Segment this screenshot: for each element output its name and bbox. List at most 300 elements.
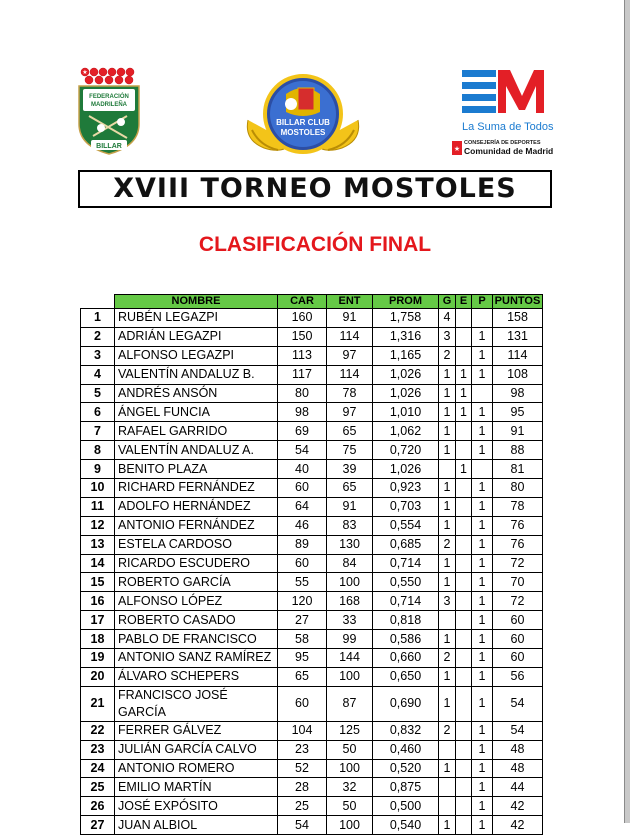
cell-position: 11 [81, 497, 115, 516]
header-prom: PROM [373, 295, 439, 309]
cell-car: 160 [278, 309, 327, 328]
fed-text-2: MADRILEÑA [91, 102, 127, 108]
tournament-title-banner [78, 170, 552, 208]
cell-puntos: 60 [493, 611, 543, 630]
cell-puntos: 76 [493, 516, 543, 535]
cell-p: 1 [472, 686, 493, 721]
cell-position: 10 [81, 479, 115, 498]
cell-p: 1 [472, 740, 493, 759]
cell-p: 1 [472, 422, 493, 441]
cell-ent: 100 [327, 816, 373, 835]
cell-p [472, 309, 493, 328]
table-row [81, 422, 543, 441]
cell-prom: 0,685 [373, 535, 439, 554]
cell-e: 1 [456, 365, 472, 384]
table-row [81, 460, 543, 479]
cell-ent: 144 [327, 649, 373, 668]
cell-prom: 0,818 [373, 611, 439, 630]
cell-ent: 97 [327, 346, 373, 365]
table-row [81, 365, 543, 384]
cell-car: 55 [278, 573, 327, 592]
table-row [81, 535, 543, 554]
standings-body [81, 309, 543, 835]
cell-g: 4 [439, 309, 456, 328]
cell-position: 20 [81, 667, 115, 686]
cell-ent: 114 [327, 365, 373, 384]
cell-ent: 91 [327, 309, 373, 328]
cell-e [456, 611, 472, 630]
cell-p: 1 [472, 327, 493, 346]
cell-ent: 99 [327, 630, 373, 649]
table-row [81, 384, 543, 403]
page-shadow [625, 0, 630, 823]
table-row [81, 309, 543, 328]
cell-puntos: 60 [493, 630, 543, 649]
cell-position: 8 [81, 441, 115, 460]
header-p: P [472, 295, 493, 309]
cell-player-name: FRANCISCO JOSÉ GARCÍA [115, 686, 278, 721]
cell-position: 19 [81, 649, 115, 668]
cell-ent: 75 [327, 441, 373, 460]
cell-p: 1 [472, 611, 493, 630]
cell-prom: 1,165 [373, 346, 439, 365]
cell-puntos: 44 [493, 778, 543, 797]
cell-p: 1 [472, 630, 493, 649]
cell-g: 1 [439, 441, 456, 460]
cell-prom: 0,554 [373, 516, 439, 535]
cell-ent: 39 [327, 460, 373, 479]
cell-e [456, 573, 472, 592]
cell-e [456, 649, 472, 668]
cell-p: 1 [472, 346, 493, 365]
cell-e [456, 516, 472, 535]
cell-e: 1 [456, 460, 472, 479]
table-row [81, 686, 543, 721]
table-row [81, 667, 543, 686]
cell-p: 1 [472, 573, 493, 592]
cell-car: 98 [278, 403, 327, 422]
cell-player-name: RUBÉN LEGAZPI [115, 309, 278, 328]
fed-text-1: FEDERACIÓN [89, 94, 129, 100]
cell-ent: 65 [327, 479, 373, 498]
cell-e [456, 327, 472, 346]
cell-ent: 32 [327, 778, 373, 797]
cell-g: 1 [439, 630, 456, 649]
cell-e [456, 686, 472, 721]
cell-p: 1 [472, 365, 493, 384]
cell-car: 25 [278, 797, 327, 816]
cell-ent: 168 [327, 592, 373, 611]
cell-car: 65 [278, 667, 327, 686]
cell-position: 3 [81, 346, 115, 365]
cell-player-name: JULIÁN GARCÍA CALVO [115, 740, 278, 759]
cell-puntos: 42 [493, 816, 543, 835]
cell-prom: 0,714 [373, 554, 439, 573]
cell-ent: 87 [327, 686, 373, 721]
cell-g: 2 [439, 535, 456, 554]
cell-p [472, 384, 493, 403]
cell-car: 150 [278, 327, 327, 346]
madrid-slogan: La Suma de Todos [462, 121, 554, 133]
table-row [81, 441, 543, 460]
cell-prom: 0,650 [373, 667, 439, 686]
madrid-flag-icon [452, 141, 462, 155]
cell-p: 1 [472, 816, 493, 835]
cell-position: 4 [81, 365, 115, 384]
federacion-madrilena-billar-logo [77, 66, 141, 156]
cell-p: 1 [472, 535, 493, 554]
cell-player-name: VALENTÍN ANDALUZ A. [115, 441, 278, 460]
cell-g [439, 611, 456, 630]
header-car: CAR [278, 295, 327, 309]
cell-prom: 0,714 [373, 592, 439, 611]
cell-g: 2 [439, 721, 456, 740]
cell-car: 64 [278, 497, 327, 516]
cell-e [456, 816, 472, 835]
cell-car: 58 [278, 630, 327, 649]
cell-p [472, 460, 493, 479]
table-row [81, 778, 543, 797]
cell-puntos: 91 [493, 422, 543, 441]
stars-row [81, 68, 134, 84]
cell-car: 117 [278, 365, 327, 384]
cell-player-name: ROBERTO CASADO [115, 611, 278, 630]
cell-e: 1 [456, 384, 472, 403]
cell-e [456, 497, 472, 516]
cell-p: 1 [472, 497, 493, 516]
cell-player-name: JOSÉ EXPÓSITO [115, 797, 278, 816]
cell-e [456, 309, 472, 328]
cell-g: 1 [439, 816, 456, 835]
cell-player-name: ADOLFO HERNÁNDEZ [115, 497, 278, 516]
madrid-department: CONSEJERÍA DE DEPORTES [464, 140, 541, 146]
cell-player-name: RAFAEL GARRIDO [115, 422, 278, 441]
cell-prom: 0,660 [373, 649, 439, 668]
table-row [81, 759, 543, 778]
cell-puntos: 88 [493, 441, 543, 460]
cell-ent: 33 [327, 611, 373, 630]
table-row [81, 327, 543, 346]
cell-prom: 0,875 [373, 778, 439, 797]
cell-g [439, 460, 456, 479]
madrid-em-icon [452, 68, 556, 116]
cell-g: 1 [439, 759, 456, 778]
cell-position: 1 [81, 309, 115, 328]
cell-car: 113 [278, 346, 327, 365]
cell-player-name: ÁLVARO SCHEPERS [115, 667, 278, 686]
table-row [81, 721, 543, 740]
cell-position: 22 [81, 721, 115, 740]
cell-prom: 1,026 [373, 365, 439, 384]
cell-e [456, 422, 472, 441]
table-row [81, 573, 543, 592]
cell-ent: 97 [327, 403, 373, 422]
cell-puntos: 42 [493, 797, 543, 816]
cell-e [456, 592, 472, 611]
cell-player-name: JUAN ALBIOL [115, 816, 278, 835]
svg-text:★: ★ [82, 70, 88, 76]
svg-text:★: ★ [453, 146, 461, 153]
cell-position: 17 [81, 611, 115, 630]
cell-prom: 0,832 [373, 721, 439, 740]
table-row [81, 740, 543, 759]
cell-g: 1 [439, 667, 456, 686]
cell-p: 1 [472, 721, 493, 740]
cell-prom: 0,550 [373, 573, 439, 592]
cell-player-name: ALFONSO LEGAZPI [115, 346, 278, 365]
cell-e [456, 740, 472, 759]
cell-player-name: ANTONIO SANZ RAMÍREZ [115, 649, 278, 668]
cell-g: 2 [439, 346, 456, 365]
cell-e [456, 479, 472, 498]
cell-p: 1 [472, 778, 493, 797]
cell-e [456, 630, 472, 649]
cell-puntos: 60 [493, 649, 543, 668]
billar-club-mostoles-logo [242, 70, 364, 162]
cell-position: 12 [81, 516, 115, 535]
cell-ent: 91 [327, 497, 373, 516]
cell-p: 1 [472, 649, 493, 668]
cell-position: 14 [81, 554, 115, 573]
cell-ent: 125 [327, 721, 373, 740]
cell-prom: 1,062 [373, 422, 439, 441]
cell-car: 54 [278, 816, 327, 835]
cell-e [456, 721, 472, 740]
final-classification-title: CLASIFICACIÓN FINAL [198, 233, 432, 256]
club-text-2: MOSTOLES [280, 128, 326, 137]
cell-g: 1 [439, 422, 456, 441]
cell-car: 54 [278, 441, 327, 460]
cell-player-name: ANTONIO FERNÁNDEZ [115, 516, 278, 535]
comunidad-de-madrid-logo [452, 68, 556, 160]
cell-g [439, 797, 456, 816]
madrid-community-name: Comunidad de Madrid [464, 146, 554, 156]
cell-prom: 1,026 [373, 384, 439, 403]
cell-prom: 0,500 [373, 797, 439, 816]
table-header-row [81, 295, 543, 309]
cell-prom: 0,460 [373, 740, 439, 759]
cell-g: 1 [439, 384, 456, 403]
cell-g: 1 [439, 573, 456, 592]
cell-p: 1 [472, 667, 493, 686]
cell-player-name: ANTONIO ROMERO [115, 759, 278, 778]
cell-g: 2 [439, 649, 456, 668]
cell-puntos: 108 [493, 365, 543, 384]
cell-g [439, 778, 456, 797]
cell-ent: 130 [327, 535, 373, 554]
cell-p: 1 [472, 592, 493, 611]
cell-ent: 100 [327, 573, 373, 592]
cell-puntos: 81 [493, 460, 543, 479]
cell-player-name: RICARDO ESCUDERO [115, 554, 278, 573]
cell-e [456, 535, 472, 554]
cell-puntos: 98 [493, 384, 543, 403]
cell-ent: 114 [327, 327, 373, 346]
cell-prom: 0,690 [373, 686, 439, 721]
header-ent: ENT [327, 295, 373, 309]
cell-g: 1 [439, 365, 456, 384]
cell-prom: 0,923 [373, 479, 439, 498]
table-row [81, 554, 543, 573]
cell-position: 5 [81, 384, 115, 403]
cell-puntos: 158 [493, 309, 543, 328]
cell-player-name: EMILIO MARTÍN [115, 778, 278, 797]
cell-player-name: ADRIÁN LEGAZPI [115, 327, 278, 346]
table-row [81, 816, 543, 835]
cell-p: 1 [472, 403, 493, 422]
header-puntos: PUNTOS [493, 295, 543, 309]
club-text-1: BILLAR CLUB [276, 118, 330, 127]
table-row [81, 346, 543, 365]
table-row [81, 592, 543, 611]
cell-puntos: 48 [493, 759, 543, 778]
cell-player-name: PABLO DE FRANCISCO [115, 630, 278, 649]
cell-puntos: 80 [493, 479, 543, 498]
cell-car: 89 [278, 535, 327, 554]
cell-ent: 100 [327, 759, 373, 778]
cell-puntos: 131 [493, 327, 543, 346]
cell-e [456, 667, 472, 686]
cell-puntos: 78 [493, 497, 543, 516]
table-row [81, 611, 543, 630]
cell-p: 1 [472, 516, 493, 535]
cell-ent: 50 [327, 797, 373, 816]
cell-car: 60 [278, 479, 327, 498]
cell-car: 104 [278, 721, 327, 740]
cell-puntos: 95 [493, 403, 543, 422]
table-row [81, 403, 543, 422]
cell-player-name: ÁNGEL FUNCIA [115, 403, 278, 422]
cell-car: 120 [278, 592, 327, 611]
cell-position: 23 [81, 740, 115, 759]
cell-prom: 1,758 [373, 309, 439, 328]
cell-position: 24 [81, 759, 115, 778]
cell-puntos: 76 [493, 535, 543, 554]
standings-table [80, 294, 543, 835]
cell-player-name: RICHARD FERNÁNDEZ [115, 479, 278, 498]
cell-p: 1 [472, 441, 493, 460]
fed-text-3: BILLAR [96, 143, 122, 150]
table-row [81, 479, 543, 498]
cell-g [439, 740, 456, 759]
cell-g: 1 [439, 686, 456, 721]
cell-e [456, 797, 472, 816]
cell-p: 1 [472, 759, 493, 778]
header-blank [81, 295, 115, 309]
header-name: NOMBRE [115, 295, 278, 309]
cell-position: 21 [81, 686, 115, 721]
cell-player-name: BENITO PLAZA [115, 460, 278, 479]
cell-position: 2 [81, 327, 115, 346]
cell-e [456, 554, 472, 573]
cell-position: 27 [81, 816, 115, 835]
cell-g: 1 [439, 479, 456, 498]
cell-player-name: VALENTÍN ANDALUZ B. [115, 365, 278, 384]
cell-ent: 78 [327, 384, 373, 403]
cell-e [456, 441, 472, 460]
cell-car: 60 [278, 686, 327, 721]
cell-position: 13 [81, 535, 115, 554]
cell-g: 1 [439, 403, 456, 422]
cell-position: 26 [81, 797, 115, 816]
table-row [81, 497, 543, 516]
cell-g: 1 [439, 516, 456, 535]
cell-prom: 0,720 [373, 441, 439, 460]
cell-puntos: 48 [493, 740, 543, 759]
cell-car: 69 [278, 422, 327, 441]
cell-ent: 100 [327, 667, 373, 686]
cell-player-name: ANDRÉS ANSÓN [115, 384, 278, 403]
cell-p: 1 [472, 554, 493, 573]
cell-position: 16 [81, 592, 115, 611]
cell-e [456, 759, 472, 778]
cell-position: 9 [81, 460, 115, 479]
cell-car: 80 [278, 384, 327, 403]
cell-car: 28 [278, 778, 327, 797]
cell-player-name: ROBERTO GARCÍA [115, 573, 278, 592]
cell-prom: 1,316 [373, 327, 439, 346]
cell-puntos: 70 [493, 573, 543, 592]
cell-position: 15 [81, 573, 115, 592]
header-e: E [456, 295, 472, 309]
cell-car: 95 [278, 649, 327, 668]
cell-prom: 1,026 [373, 460, 439, 479]
cell-e [456, 778, 472, 797]
cell-player-name: ESTELA CARDOSO [115, 535, 278, 554]
cell-p: 1 [472, 797, 493, 816]
cell-puntos: 72 [493, 592, 543, 611]
tournament-title: XVIII TORNEO MOSTOLES [113, 173, 517, 204]
cell-player-name: FERRER GÁLVEZ [115, 721, 278, 740]
cell-prom: 1,010 [373, 403, 439, 422]
cell-ent: 84 [327, 554, 373, 573]
cell-g: 1 [439, 554, 456, 573]
cell-e [456, 346, 472, 365]
cell-car: 40 [278, 460, 327, 479]
cell-prom: 0,703 [373, 497, 439, 516]
cell-e: 1 [456, 403, 472, 422]
cell-g: 3 [439, 592, 456, 611]
cell-p: 1 [472, 479, 493, 498]
cell-position: 25 [81, 778, 115, 797]
table-row [81, 516, 543, 535]
cell-car: 23 [278, 740, 327, 759]
cell-puntos: 54 [493, 686, 543, 721]
cell-puntos: 54 [493, 721, 543, 740]
cell-car: 46 [278, 516, 327, 535]
cell-ent: 65 [327, 422, 373, 441]
table-row [81, 797, 543, 816]
cell-car: 27 [278, 611, 327, 630]
cell-car: 52 [278, 759, 327, 778]
cell-position: 7 [81, 422, 115, 441]
cell-puntos: 56 [493, 667, 543, 686]
cell-prom: 0,540 [373, 816, 439, 835]
cell-g: 3 [439, 327, 456, 346]
cell-puntos: 72 [493, 554, 543, 573]
table-row [81, 649, 543, 668]
cell-ent: 50 [327, 740, 373, 759]
cell-position: 6 [81, 403, 115, 422]
cell-position: 18 [81, 630, 115, 649]
cell-prom: 0,520 [373, 759, 439, 778]
table-row [81, 630, 543, 649]
cell-g: 1 [439, 497, 456, 516]
cell-player-name: ALFONSO LÓPEZ [115, 592, 278, 611]
cell-puntos: 114 [493, 346, 543, 365]
cell-car: 60 [278, 554, 327, 573]
cell-prom: 0,586 [373, 630, 439, 649]
